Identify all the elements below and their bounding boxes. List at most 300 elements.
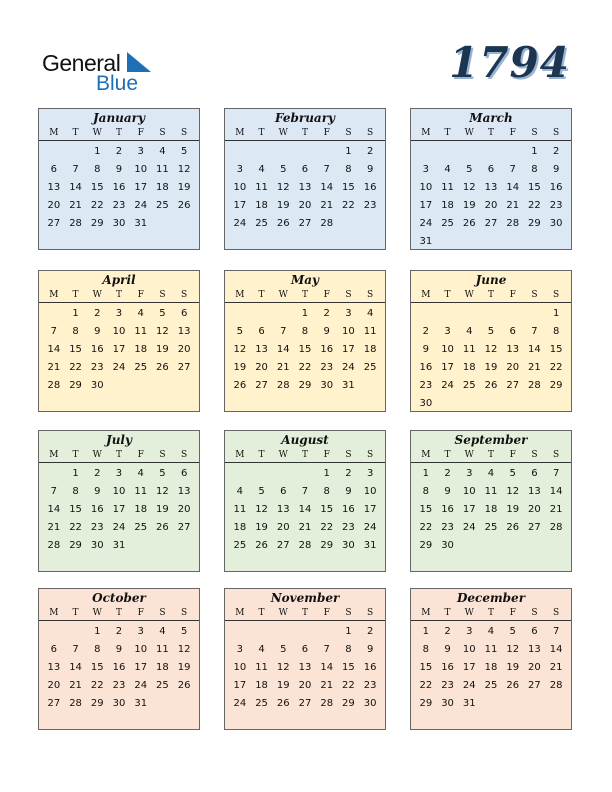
weekday-label: M <box>49 290 59 300</box>
empty-cell <box>229 143 251 161</box>
weekday-label: T <box>487 608 494 618</box>
day-cell: 31 <box>112 540 126 551</box>
day-cell: 1 <box>422 626 430 637</box>
day-cell: 30 <box>90 380 104 391</box>
day-cell: 9 <box>94 326 101 337</box>
day-cell: 20 <box>528 662 541 673</box>
day-cell: 19 <box>177 662 191 673</box>
day-cell: 17 <box>134 182 148 193</box>
day-cell: 23 <box>112 680 126 691</box>
day-cell: 24 <box>441 380 454 391</box>
day-cell: 14 <box>298 504 312 515</box>
weekday-label: F <box>137 128 144 138</box>
day-cell: 30 <box>112 698 126 709</box>
weekday-label: S <box>345 290 352 300</box>
month-name: June <box>475 273 507 287</box>
day-cell: 7 <box>50 326 58 337</box>
weekday-label: S <box>181 450 188 460</box>
day-cell: 7 <box>50 486 58 497</box>
day-cell: 23 <box>90 362 104 373</box>
day-cell: 7 <box>531 326 538 337</box>
day-cell: 21 <box>276 362 290 373</box>
day-cell: 4 <box>137 468 144 479</box>
day-cell: 2 <box>366 626 374 637</box>
day-cell: 11 <box>484 486 498 497</box>
weekday-label: W <box>464 608 474 618</box>
weekday-label: S <box>367 608 374 618</box>
day-cell: 27 <box>484 218 498 229</box>
empty-cell <box>480 143 502 161</box>
empty-cell <box>251 623 273 641</box>
day-cell: 25 <box>484 522 498 533</box>
day-grid <box>225 623 385 713</box>
day-cell: 1 <box>72 308 79 319</box>
day-cell: 16 <box>342 504 355 515</box>
day-cell: 1 <box>323 468 330 479</box>
day-cell: 13 <box>298 662 312 673</box>
day-cell: 17 <box>112 504 126 515</box>
weekday-label: T <box>258 608 265 618</box>
day-cell: 12 <box>177 164 191 175</box>
day-cell: 15 <box>342 182 355 193</box>
day-cell: 12 <box>484 344 498 355</box>
month-name: August <box>281 433 329 447</box>
day-cell: 12 <box>506 644 520 655</box>
weekday-label: T <box>301 128 308 138</box>
day-cell: 28 <box>320 698 334 709</box>
day-cell: 27 <box>276 540 290 551</box>
day-cell: 25 <box>156 680 169 691</box>
day-cell: 22 <box>549 362 563 373</box>
weekday-label: T <box>301 450 308 460</box>
day-cell: 14 <box>320 182 334 193</box>
day-cell: 14 <box>528 344 541 355</box>
day-cell: 1 <box>552 308 560 319</box>
day-cell: 14 <box>47 344 61 355</box>
day-cell: 14 <box>69 182 82 193</box>
day-cell: 6 <box>531 468 538 479</box>
day-cell: 8 <box>323 486 330 497</box>
day-cell: 4 <box>137 308 144 319</box>
day-cell: 5 <box>159 468 166 479</box>
day-cell: 14 <box>69 662 82 673</box>
day-cell: 15 <box>69 344 82 355</box>
weekday-label: F <box>137 290 144 300</box>
day-cell: 23 <box>112 200 126 211</box>
weekday-label: M <box>421 128 431 138</box>
day-cell: 6 <box>50 164 58 175</box>
day-cell: 23 <box>320 362 334 373</box>
weekday-header <box>411 288 571 303</box>
day-cell: 24 <box>419 218 433 229</box>
day-cell: 14 <box>320 662 334 673</box>
day-cell: 27 <box>298 698 312 709</box>
day-cell: 9 <box>323 326 330 337</box>
day-cell: 12 <box>156 486 169 497</box>
day-cell: 2 <box>444 468 451 479</box>
day-grid <box>411 623 571 713</box>
day-cell: 14 <box>549 486 563 497</box>
day-cell: 19 <box>255 522 268 533</box>
day-cell: 5 <box>466 164 473 175</box>
day-cell: 10 <box>112 486 126 497</box>
weekday-label: S <box>553 290 560 300</box>
day-cell: 28 <box>276 380 290 391</box>
weekday-label: F <box>137 608 144 618</box>
day-cell: 27 <box>177 362 191 373</box>
month-july <box>38 430 200 572</box>
day-cell: 4 <box>258 644 265 655</box>
day-cell: 13 <box>177 326 191 337</box>
day-cell: 28 <box>549 522 563 533</box>
general-blue-logo <box>42 50 162 96</box>
weekday-label: F <box>137 450 144 460</box>
day-cell: 19 <box>276 200 290 211</box>
day-cell: 6 <box>50 644 58 655</box>
empty-cell <box>458 143 480 161</box>
day-cell: 19 <box>484 362 498 373</box>
day-cell: 20 <box>528 504 541 515</box>
day-cell: 22 <box>419 680 433 691</box>
day-cell: 26 <box>506 522 520 533</box>
month-name: September <box>454 433 528 447</box>
day-cell: 5 <box>180 146 188 157</box>
day-cell: 28 <box>298 540 312 551</box>
day-cell: 22 <box>90 680 104 691</box>
day-cell: 27 <box>506 380 520 391</box>
weekday-label: S <box>181 608 188 618</box>
day-cell: 25 <box>255 218 268 229</box>
empty-cell <box>272 465 294 483</box>
day-cell: 26 <box>276 698 290 709</box>
day-cell: 25 <box>134 362 148 373</box>
day-cell: 7 <box>72 164 79 175</box>
day-cell: 11 <box>462 344 476 355</box>
day-cell: 29 <box>419 540 433 551</box>
weekday-label: T <box>444 290 451 300</box>
day-cell: 16 <box>441 504 454 515</box>
weekday-label: W <box>92 450 102 460</box>
day-cell: 28 <box>47 380 61 391</box>
day-cell: 9 <box>422 344 430 355</box>
empty-cell <box>272 305 294 323</box>
weekday-label: M <box>421 450 431 460</box>
day-cell: 3 <box>466 626 473 637</box>
day-cell: 3 <box>236 644 244 655</box>
day-cell: 28 <box>47 540 61 551</box>
day-grid <box>411 305 571 413</box>
day-cell: 17 <box>233 200 247 211</box>
month-name: July <box>106 433 132 447</box>
day-cell: 2 <box>115 626 123 637</box>
month-name: November <box>270 591 340 605</box>
empty-cell <box>480 305 502 323</box>
weekday-label: S <box>531 290 538 300</box>
day-cell: 9 <box>366 644 374 655</box>
weekday-header <box>225 448 385 463</box>
day-cell: 15 <box>298 344 312 355</box>
weekday-header <box>39 448 199 463</box>
day-cell: 30 <box>419 398 433 409</box>
day-cell: 12 <box>276 662 290 673</box>
day-cell: 3 <box>422 164 430 175</box>
month-may <box>224 270 386 412</box>
day-cell: 26 <box>276 218 290 229</box>
weekday-label: S <box>531 450 538 460</box>
day-cell: 21 <box>47 522 61 533</box>
day-cell: 20 <box>255 362 268 373</box>
day-cell: 1 <box>94 146 101 157</box>
day-cell: 11 <box>255 662 268 673</box>
day-cell: 3 <box>137 146 144 157</box>
weekday-label: T <box>115 608 122 618</box>
day-cell: 2 <box>323 308 330 319</box>
day-cell: 18 <box>134 344 148 355</box>
day-cell: 16 <box>320 344 334 355</box>
weekday-label: F <box>509 608 516 618</box>
day-cell: 31 <box>419 236 433 247</box>
empty-cell <box>415 143 437 161</box>
day-cell: 29 <box>320 540 334 551</box>
day-cell: 15 <box>320 504 334 515</box>
day-cell: 10 <box>342 326 355 337</box>
day-cell: 20 <box>47 680 61 691</box>
empty-cell <box>437 305 459 323</box>
day-cell: 9 <box>115 644 123 655</box>
weekday-label: S <box>367 290 374 300</box>
day-cell: 22 <box>69 522 82 533</box>
day-cell: 29 <box>298 380 312 391</box>
day-cell: 18 <box>363 344 377 355</box>
day-cell: 8 <box>72 326 79 337</box>
day-cell: 30 <box>363 698 377 709</box>
weekday-label: F <box>323 128 330 138</box>
day-cell: 8 <box>345 644 352 655</box>
day-cell: 19 <box>506 504 520 515</box>
day-cell: 31 <box>363 540 377 551</box>
empty-cell <box>229 465 251 483</box>
weekday-label: F <box>509 128 516 138</box>
day-cell: 30 <box>342 540 355 551</box>
day-cell: 5 <box>280 644 287 655</box>
day-cell: 31 <box>342 380 355 391</box>
empty-cell <box>65 623 87 641</box>
weekday-label: M <box>235 290 245 300</box>
day-cell: 2 <box>115 146 123 157</box>
day-cell: 24 <box>112 362 126 373</box>
day-cell: 9 <box>345 486 352 497</box>
day-cell: 5 <box>509 468 516 479</box>
day-grid <box>225 143 385 233</box>
weekday-label: W <box>278 608 288 618</box>
empty-cell <box>316 623 338 641</box>
day-cell: 23 <box>363 200 377 211</box>
weekday-label: T <box>72 290 79 300</box>
day-cell: 2 <box>444 626 451 637</box>
empty-cell <box>294 143 316 161</box>
day-cell: 10 <box>134 164 148 175</box>
day-cell: 4 <box>487 626 495 637</box>
day-cell: 7 <box>509 164 516 175</box>
weekday-label: S <box>159 608 166 618</box>
day-cell: 11 <box>363 326 377 337</box>
day-cell: 10 <box>462 644 476 655</box>
day-cell: 8 <box>94 164 101 175</box>
day-cell: 11 <box>134 326 148 337</box>
day-cell: 4 <box>159 626 166 637</box>
empty-cell <box>65 143 87 161</box>
weekday-label: W <box>464 450 474 460</box>
day-cell: 22 <box>320 522 334 533</box>
day-cell: 13 <box>255 344 268 355</box>
weekday-label: T <box>115 290 122 300</box>
day-cell: 3 <box>466 468 473 479</box>
day-cell: 24 <box>462 522 476 533</box>
day-cell: 8 <box>94 644 101 655</box>
day-cell: 17 <box>134 662 148 673</box>
day-cell: 27 <box>47 218 61 229</box>
day-cell: 1 <box>422 468 430 479</box>
day-grid <box>225 465 385 555</box>
weekday-label: W <box>464 128 474 138</box>
weekday-label: S <box>345 128 352 138</box>
month-january <box>38 108 200 250</box>
day-cell: 4 <box>444 164 451 175</box>
day-cell: 5 <box>280 164 287 175</box>
weekday-label: T <box>444 608 451 618</box>
day-cell: 24 <box>233 698 247 709</box>
day-cell: 30 <box>441 698 454 709</box>
day-cell: 20 <box>276 522 290 533</box>
day-cell: 3 <box>366 468 374 479</box>
weekday-label: T <box>258 450 265 460</box>
day-cell: 4 <box>466 326 473 337</box>
day-cell: 19 <box>156 344 169 355</box>
weekday-label: F <box>323 450 330 460</box>
month-name: May <box>290 273 320 287</box>
day-cell: 29 <box>419 698 433 709</box>
day-cell: 15 <box>342 662 355 673</box>
weekday-label: T <box>487 128 494 138</box>
day-cell: 14 <box>276 344 290 355</box>
day-cell: 18 <box>441 200 454 211</box>
day-cell: 17 <box>112 344 126 355</box>
empty-cell <box>43 305 65 323</box>
day-cell: 8 <box>422 486 430 497</box>
day-cell: 8 <box>301 326 309 337</box>
day-cell: 10 <box>134 644 148 655</box>
day-cell: 13 <box>298 182 312 193</box>
day-cell: 25 <box>441 218 454 229</box>
day-cell: 21 <box>69 200 82 211</box>
day-cell: 26 <box>177 200 191 211</box>
day-cell: 12 <box>255 504 268 515</box>
day-cell: 18 <box>484 662 498 673</box>
day-cell: 21 <box>506 200 520 211</box>
month-name: February <box>274 111 335 125</box>
day-cell: 3 <box>236 164 244 175</box>
day-cell: 23 <box>549 200 563 211</box>
weekday-label: F <box>323 608 330 618</box>
day-cell: 29 <box>342 698 355 709</box>
day-cell: 17 <box>462 662 476 673</box>
day-cell: 1 <box>94 626 101 637</box>
day-cell: 29 <box>549 380 563 391</box>
day-cell: 25 <box>156 200 169 211</box>
weekday-header <box>39 288 199 303</box>
day-cell: 4 <box>258 164 265 175</box>
day-cell: 30 <box>320 380 334 391</box>
day-cell: 5 <box>180 626 188 637</box>
day-cell: 19 <box>276 680 290 691</box>
weekday-label: M <box>49 608 59 618</box>
day-cell: 1 <box>72 468 79 479</box>
empty-cell <box>272 623 294 641</box>
weekday-header <box>411 126 571 141</box>
weekday-label: M <box>235 608 245 618</box>
weekday-label: S <box>181 128 188 138</box>
empty-cell <box>524 305 546 323</box>
day-cell: 17 <box>233 680 247 691</box>
month-name: October <box>92 591 146 605</box>
day-cell: 29 <box>90 698 104 709</box>
day-cell: 24 <box>134 200 148 211</box>
day-cell: 22 <box>342 680 355 691</box>
day-cell: 5 <box>487 326 495 337</box>
day-cell: 13 <box>484 182 498 193</box>
weekday-label: M <box>49 128 59 138</box>
weekday-label: S <box>345 608 352 618</box>
day-cell: 11 <box>156 164 169 175</box>
day-cell: 11 <box>255 182 268 193</box>
month-name: April <box>102 273 136 287</box>
day-cell: 25 <box>134 522 148 533</box>
day-cell: 19 <box>156 504 169 515</box>
day-cell: 25 <box>462 380 476 391</box>
day-cell: 13 <box>506 344 520 355</box>
day-cell: 6 <box>301 164 309 175</box>
day-cell: 13 <box>177 486 191 497</box>
day-cell: 13 <box>276 504 290 515</box>
day-cell: 11 <box>233 504 247 515</box>
day-cell: 24 <box>112 522 126 533</box>
day-cell: 4 <box>236 486 244 497</box>
weekday-label: W <box>278 128 288 138</box>
day-cell: 12 <box>506 486 520 497</box>
weekday-label: S <box>531 128 538 138</box>
day-cell: 17 <box>342 344 355 355</box>
day-cell: 26 <box>462 218 476 229</box>
day-cell: 21 <box>320 680 334 691</box>
day-cell: 14 <box>506 182 520 193</box>
day-cell: 9 <box>115 164 123 175</box>
day-cell: 28 <box>506 218 520 229</box>
day-cell: 13 <box>47 662 61 673</box>
day-cell: 2 <box>345 468 352 479</box>
day-cell: 17 <box>419 200 433 211</box>
weekday-label: S <box>553 450 560 460</box>
logo-text-blue: Blue <box>96 72 139 95</box>
day-cell: 14 <box>47 504 61 515</box>
day-cell: 26 <box>156 362 169 373</box>
empty-cell <box>272 143 294 161</box>
weekday-label: S <box>159 450 166 460</box>
day-cell: 3 <box>137 626 144 637</box>
day-cell: 19 <box>462 200 476 211</box>
month-name: January <box>93 111 145 125</box>
day-cell: 18 <box>255 680 268 691</box>
day-cell: 8 <box>552 326 560 337</box>
